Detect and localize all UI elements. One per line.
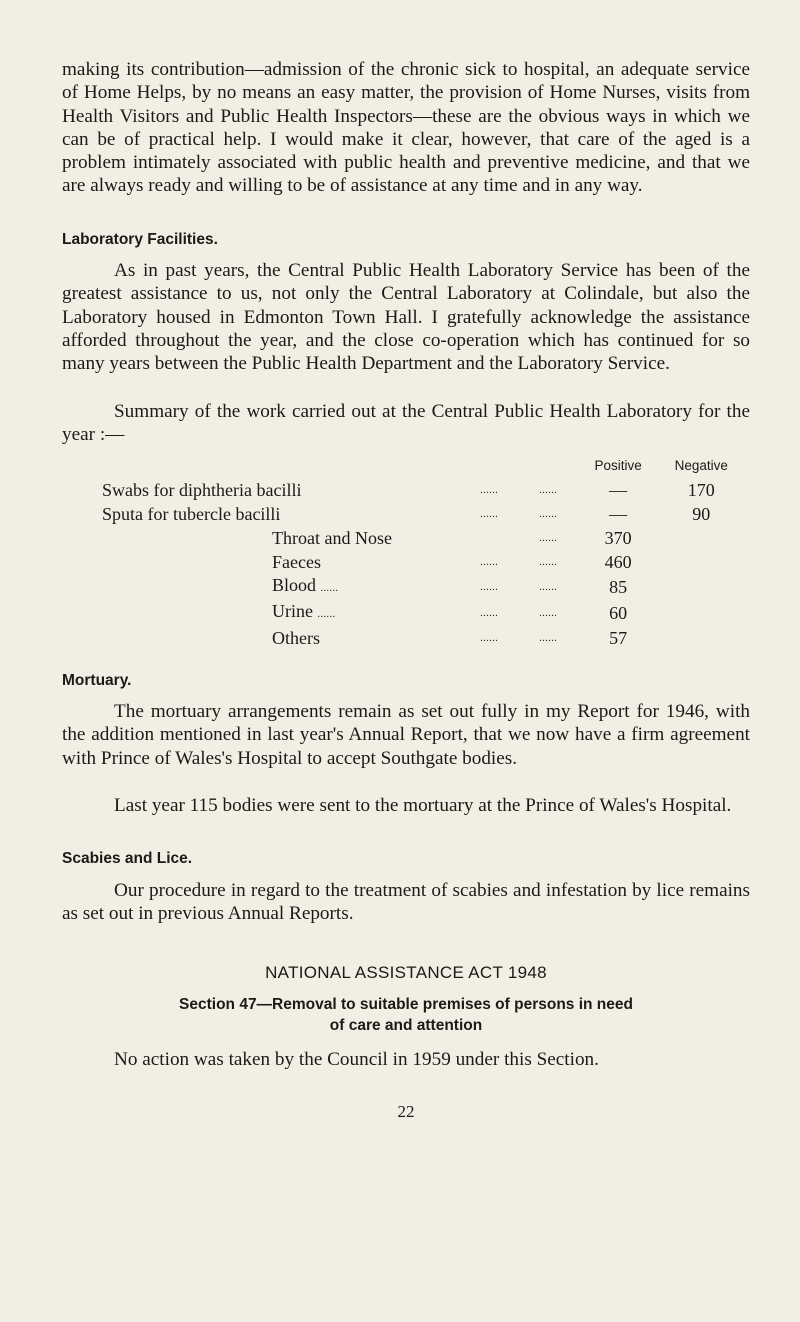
- row-label: Swabs for diphtheria bacilli: [102, 479, 302, 500]
- leader-dots: ......: [480, 607, 499, 619]
- leader-dots: ......: [539, 532, 558, 544]
- mortuary-paragraph: The mortuary arrangements remain as set out fully in my Report for 1946, with the addition mentioned in last year's Annual Report, that we now have a firm agreement with Prince of Wales's Hospital to accept Southgate bodies.: [62, 701, 750, 769]
- leader-dots: ......: [539, 633, 558, 645]
- negative-value: [653, 574, 750, 600]
- negative-value: [653, 627, 750, 651]
- negative-value: [653, 550, 750, 574]
- table-row: [62, 627, 750, 651]
- mortuary-bodies-paragraph: Last year 115 bodies were sent to the mortuary at the Prince of Wales's Hospital.: [114, 794, 732, 816]
- negative-value: 170: [687, 479, 715, 500]
- positive-value: 85: [609, 576, 628, 597]
- row-label: Faeces: [272, 551, 321, 572]
- leader-dots: ......: [480, 556, 499, 568]
- table-row: [62, 550, 750, 574]
- leader-dots: ......: [539, 607, 558, 619]
- negative-value: 90: [692, 503, 711, 524]
- table-row: [62, 526, 750, 550]
- scabies-heading: Scabies and Lice.: [62, 850, 193, 868]
- leader-dots: ......: [480, 633, 499, 645]
- positive-value: —: [609, 503, 628, 524]
- positive-value: 57: [609, 628, 628, 649]
- scabies-paragraph: Our procedure in regard to the treatment of scabies and infestation by lice remains as set out in previous Annual Reports.: [62, 879, 750, 924]
- table-header-row: [62, 452, 750, 478]
- leader-dots: ......: [539, 556, 558, 568]
- row-label: Urine ......: [272, 601, 336, 622]
- negative-value: [653, 526, 750, 550]
- leader-dots: ......: [539, 484, 558, 496]
- positive-value: —: [609, 479, 628, 500]
- intro-paragraph: making its contribution—admission of the chronic sick to hospital, an adequate service of Home Helps, by no means an easy matter, the provision of Home Nurses, visits from Health Visitors and Public Health Inspectors—these are the obvious ways in which we can be of practical help. I would make it clear, however, that care of the aged is a problem intimately associated with public health and preventive medicine, and that we are always ready and willing to be of assistance at any time and in any way.: [62, 59, 750, 197]
- table-row: [62, 502, 750, 526]
- table-row: [62, 574, 750, 600]
- page-number: 22: [397, 1101, 415, 1121]
- positive-value: 60: [609, 602, 628, 623]
- laboratory-summary-table: [62, 452, 750, 651]
- section-title: Section 47—Removal to suitable premises of persons in need of care and attention: [179, 996, 633, 1035]
- leader-dots: ......: [480, 484, 499, 496]
- negative-column-header: Negative: [674, 457, 728, 473]
- act-title: NATIONAL ASSISTANCE ACT 1948: [265, 963, 547, 983]
- leader-dots: ......: [317, 609, 336, 621]
- row-label: Blood ......: [272, 575, 339, 596]
- row-label: Sputa for tubercle bacilli: [102, 503, 281, 524]
- mortuary-heading: Mortuary.: [62, 671, 132, 689]
- leader-dots: ......: [539, 581, 558, 593]
- row-label: Throat and Nose: [272, 527, 392, 548]
- negative-value: [653, 600, 750, 626]
- laboratory-summary-intro: Summary of the work carried out at the Central Public Health Laboratory for the year :—: [62, 400, 750, 445]
- positive-column-header: Positive: [594, 457, 642, 473]
- leader-dots: ......: [320, 583, 339, 595]
- positive-value: 460: [604, 551, 632, 572]
- table-row: [62, 600, 750, 626]
- laboratory-heading: Laboratory Facilities.: [62, 230, 218, 248]
- row-label: Others: [272, 628, 320, 649]
- leader-dots: ......: [539, 508, 558, 520]
- section-paragraph: No action was taken by the Council in 1959 under this Section.: [114, 1049, 599, 1071]
- leader-dots: ......: [480, 581, 499, 593]
- leader-dots: ......: [480, 508, 499, 520]
- laboratory-paragraph: As in past years, the Central Public Health Laboratory Service has been of the greatest assistance to us, not only the Central Laboratory at Colindale, but also the Laboratory housed in Edmonton Town Hall. I gratefully acknowledge the assistance afforded throughout the year, and the close co-operation which has continued for so many years between the Public Health Department and the Laboratory Service.: [62, 260, 750, 375]
- table-row: [62, 478, 750, 502]
- positive-value: 370: [604, 527, 632, 548]
